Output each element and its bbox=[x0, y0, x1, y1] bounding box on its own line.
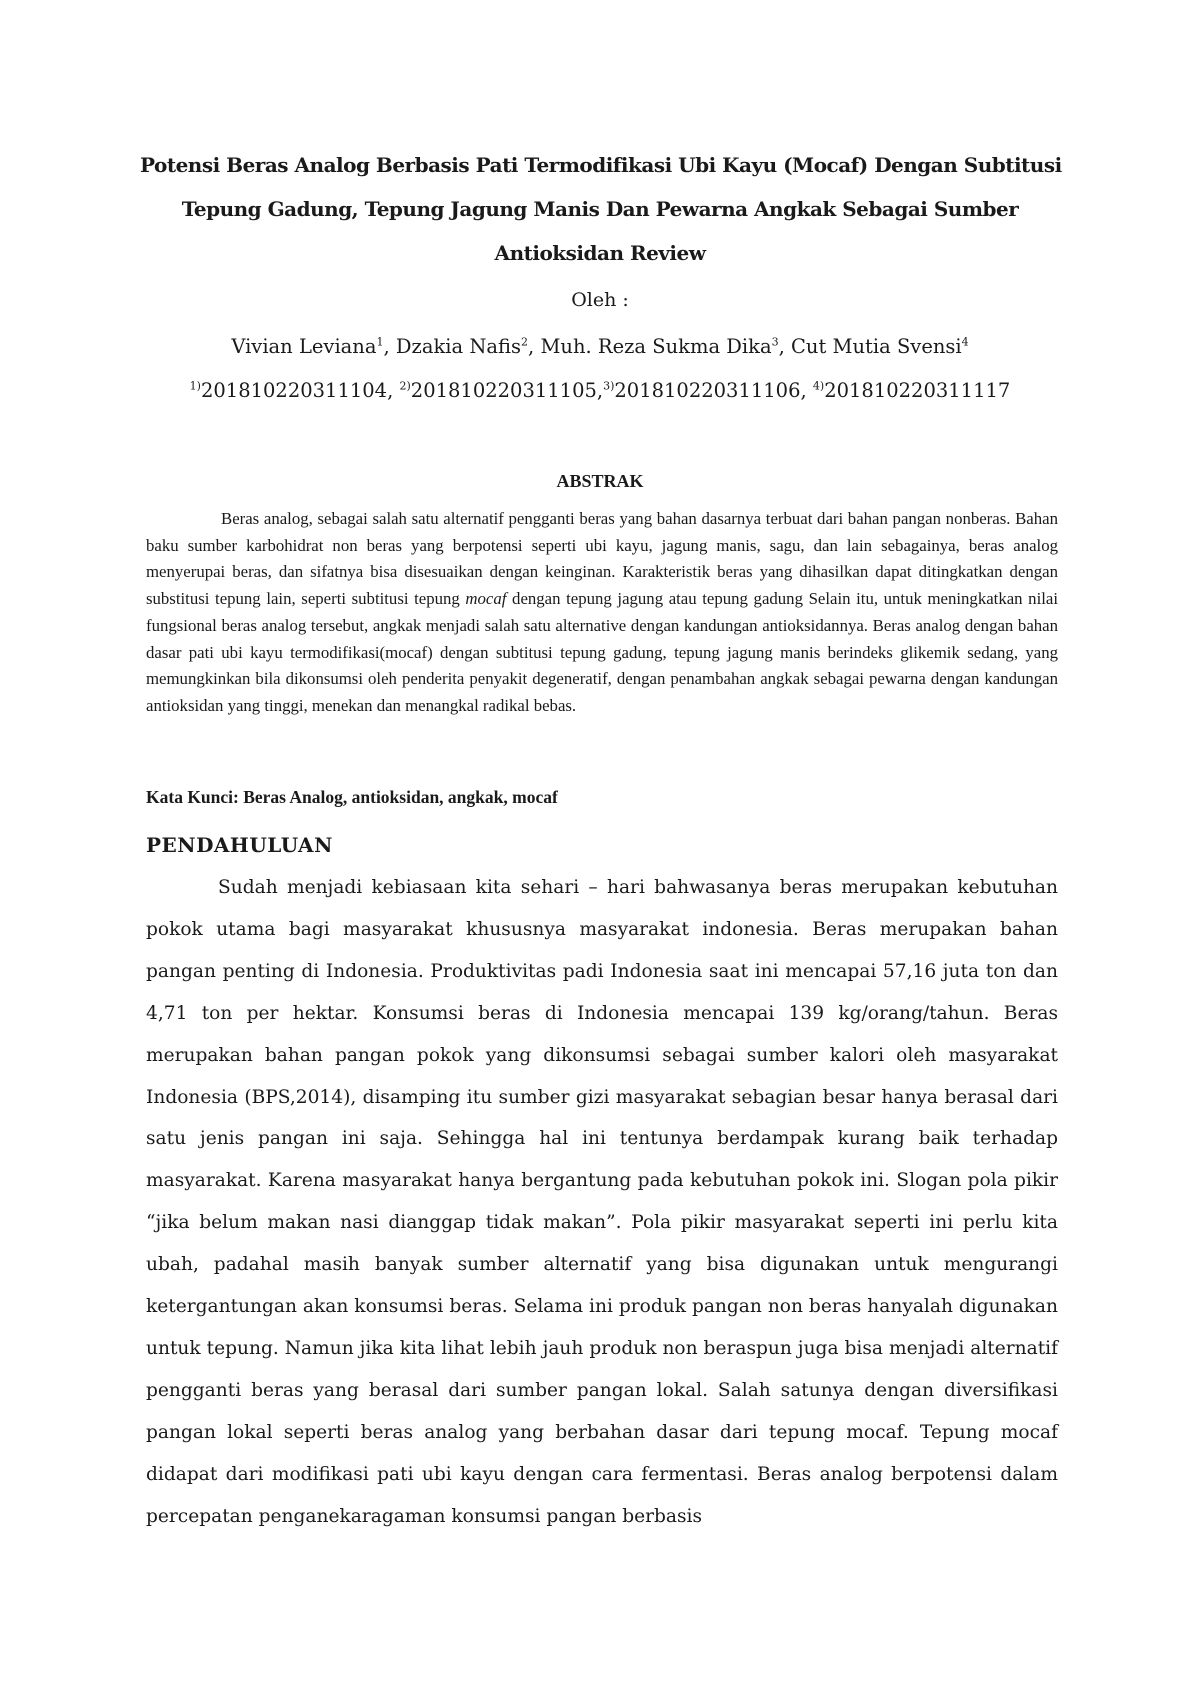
author-mark: 4 bbox=[961, 335, 969, 349]
author-name: Dzakia Nafis bbox=[395, 335, 522, 358]
abstract-italic-term: mocaf bbox=[465, 589, 507, 609]
author-mark: 1 bbox=[376, 335, 384, 349]
student-id: 201810220311117 bbox=[824, 379, 1011, 402]
author-name: Vivian Leviana bbox=[231, 335, 377, 358]
title-line-3: Antioksidan Review bbox=[494, 241, 706, 265]
keywords: Kata Kunci: Beras Analog, antioksidan, angkak, mocaf bbox=[146, 787, 558, 807]
student-id: 201810220311106 bbox=[614, 379, 801, 402]
author-intro: Oleh : bbox=[571, 289, 629, 311]
title-line-1: Potensi Beras Analog Berbasis Pati Termodifikasi Ubi Kayu (Mocaf) Dengan Subtitusi bbox=[140, 153, 1062, 177]
author-separator: , bbox=[383, 335, 396, 358]
author-name: Cut Mutia Svensi bbox=[791, 335, 962, 358]
author-separator: , bbox=[528, 335, 541, 358]
student-id-mark: 1) bbox=[189, 379, 201, 393]
author-mark: 2 bbox=[521, 335, 529, 349]
paper-title bbox=[140, 143, 1060, 275]
student-id-separator: , bbox=[387, 379, 400, 402]
student-id-mark: 4) bbox=[812, 379, 825, 393]
abstract-text-continued: dengan tepung jagung atau tepung gadung Selain itu, untuk meningkatkan nilai fungsional beras analog tersebut, angkak menjadi salah satu alternative dengan kandungan antioksidannya. Beras analog dengan bahan dasar pati ubi kayu termodifikasi(mocaf) dengan subtitusi tepung gadung, tepung jagung manis berindeks glikemik sedang, yang memungkinkan bila dikonsumsi oleh penderita penyakit degeneratif, dengan penambahan angkak sebagai pewarna dengan kandungan antioksidan yang tinggi, menekan dan menangkal radikal bebas. bbox=[146, 589, 1058, 715]
abstract-heading: ABSTRAK bbox=[556, 471, 644, 491]
author-separator: , bbox=[778, 335, 792, 358]
author-mark: 3 bbox=[771, 335, 779, 349]
student-id-list bbox=[0, 377, 1200, 405]
student-id-mark: 3) bbox=[603, 379, 615, 393]
abstract-text: Beras analog, sebagai salah satu alternatif pengganti beras yang bahan dasarnya terbuat dari bahan pangan nonberas. Bahan baku sumber karbohidrat non beras yang berpotensi seperti ubi kayu, jagung manis, sagu, dan lain sebagainya, beras analog menyerupai beras, dan sifatnya bisa disesuaikan dengan keinginan. Karakteristik beras yang dihasilkan dapat ditingkatkan dengan substitusi tepung lain, seperti subtitusi tepung bbox=[146, 509, 1058, 609]
abstract-paragraph bbox=[146, 506, 1058, 720]
student-id-mark: 2) bbox=[399, 379, 411, 393]
author-name: Muh. Reza Sukma Dika bbox=[540, 335, 772, 358]
student-id: 201810220311105 bbox=[410, 379, 597, 402]
introduction-body bbox=[146, 867, 1058, 1538]
student-id-separator: , bbox=[800, 379, 813, 402]
body-paragraph: Sudah menjadi kebiasaan kita sehari – hari bahwasanya beras merupakan kebutuhan pokok utama bagi masyarakat khususnya masyarakat indonesia. Beras merupakan bahan pangan penting di Indonesia. Produktivitas padi Indonesia saat ini mencapai 57,16 juta ton dan 4,71 ton per hektar. Konsumsi beras di Indonesia mencapai 139 kg/orang/tahun. Beras merupakan bahan pangan pokok yang dikonsumsi sebagai sumber kalori oleh masyarakat Indonesia (BPS,2014), disamping itu sumber gizi masyarakat sebagian besar hanya berasal dari satu jenis pangan ini saja. Sehingga hal ini tentunya berdampak kurang baik terhadap masyarakat. Karena masyarakat hanya bergantung pada kebutuhan pokok ini. Slogan pola pikir “jika belum makan nasi dianggap tidak makan”. Pola pikir masyarakat seperti ini perlu kita ubah, padahal masih banyak sumber alternatif yang bisa digunakan untuk mengurangi ketergantungan akan konsumsi beras. Selama ini produk pangan non beras hanyalah digunakan untuk tepung. Namun jika kita lihat lebih jauh produk non beraspun juga bisa menjadi alternatif pengganti beras yang berasal dari sumber pangan lokal. Salah satunya dengan diversifikasi pangan lokal seperti beras analog yang berbahan dasar dari tepung mocaf. Tepung mocaf didapat dari modifikasi pati ubi kayu dengan cara fermentasi. Beras analog berpotensi dalam percepatan penganekaragaman konsumsi pangan berbasis bbox=[146, 877, 1058, 1527]
abstract bbox=[146, 506, 1058, 720]
author-list bbox=[0, 333, 1200, 361]
title-line-2: Tepung Gadung, Tepung Jagung Manis Dan Pewarna Angkak Sebagai Sumber bbox=[181, 197, 1019, 221]
student-id: 201810220311104 bbox=[200, 379, 388, 402]
section-heading: PENDAHULUAN bbox=[146, 833, 333, 857]
student-id-separator: , bbox=[596, 379, 604, 402]
